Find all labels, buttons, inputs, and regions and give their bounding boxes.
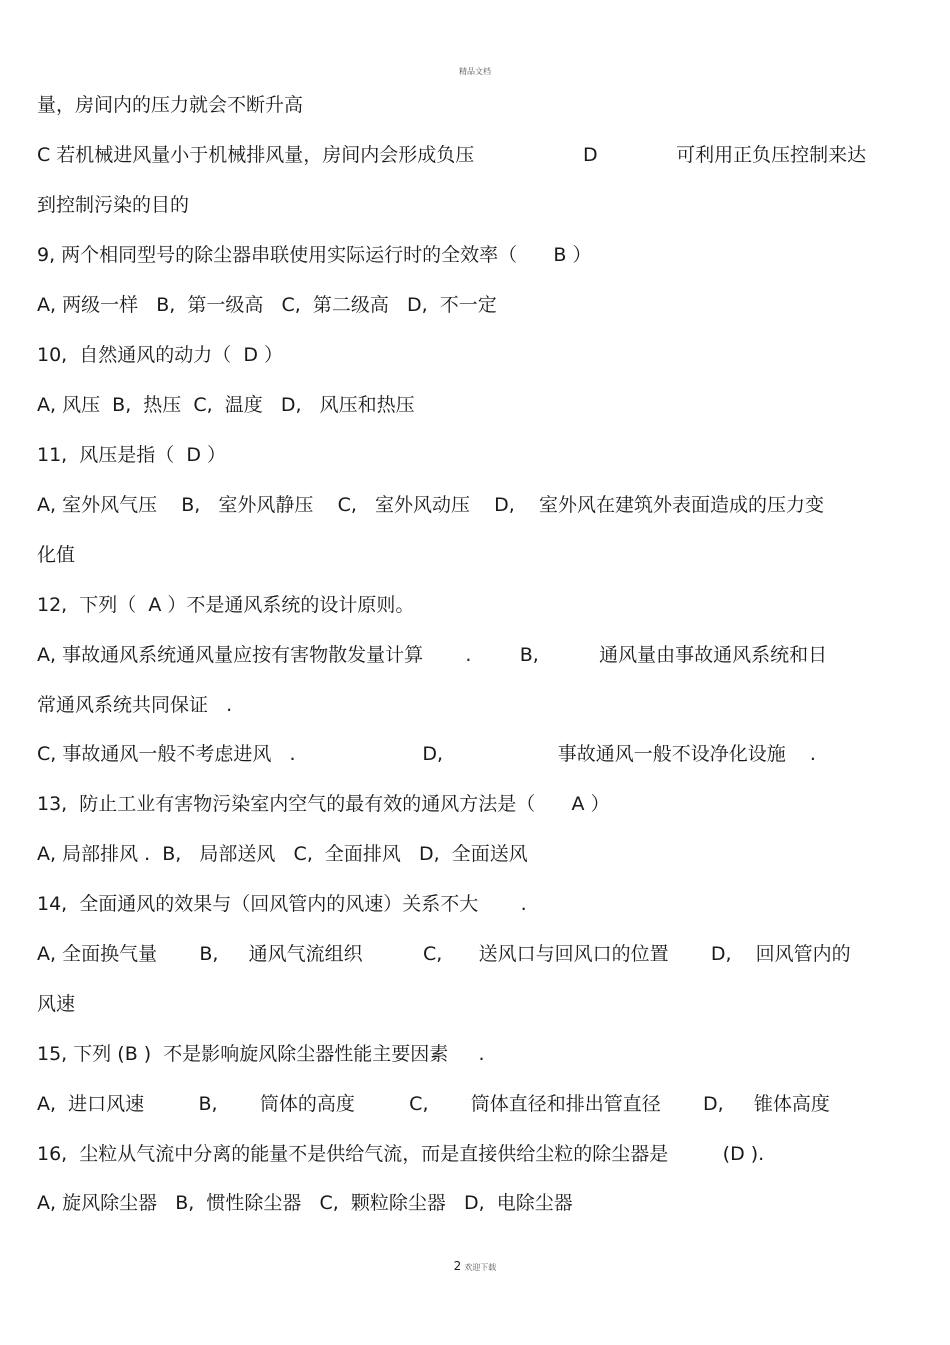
text-line: 14, 全面通风的效果与（回风管内的风速）关系不大 . (37, 893, 527, 915)
text-line: 15, 下列 (B ) 不是影响旋风除尘器性能主要因素 . (37, 1043, 485, 1065)
text-line: 16, 尘粒从气流中分离的能量不是供给气流，而是直接供给尘粒的除尘器是 (D ). (37, 1143, 765, 1165)
text-line: A, 旋风除尘器 B, 惯性除尘器 C, 颗粒除尘器 D, 电除尘器 (37, 1192, 573, 1214)
text-line: A, 室外风气压 B, 室外风静压 C, 室外风动压 D, 室外风在建筑外表面造成的压力变 (37, 494, 824, 516)
page-footer (0, 1259, 950, 1273)
text-line: C, 事故通风一般不考虑进风 . D, 事故通风一般不设净化设施 . (37, 743, 816, 765)
text-line: 13, 防止工业有害物污染室内空气的最有效的通风方法是（ A ） (37, 793, 610, 815)
footer-text: 欢迎下载 (464, 1263, 497, 1272)
text-line: A, 进口风速 B, 筒体的高度 C, 筒体直径和排出管直径 D, 锥体高度 (37, 1093, 830, 1115)
text-line: 9, 两个相同型号的除尘器串联使用实际运行时的全效率（ B ） (37, 244, 592, 266)
text-line: 风速 (37, 993, 76, 1015)
text-line: C 若机械进风量小于机械排风量，房间内会形成负压 D 可利用正负压控制来达 (37, 144, 867, 166)
text-line: 常通风系统共同保证 . (37, 694, 233, 716)
page-header: 精品文档 (459, 67, 491, 76)
text-line: 量，房间内的压力就会不断升高 (37, 94, 304, 116)
text-line: 12, 下列（ A ）不是通风系统的设计原则。 (37, 594, 415, 616)
text-line: A, 事故通风系统通风量应按有害物散发量计算 . B, 通风量由事故通风系统和日 (37, 644, 828, 666)
text-line: A, 两级一样 B, 第一级高 C, 第二级高 D, 不一定 (37, 294, 497, 316)
text-line: 10, 自然通风的动力（ D ） (37, 344, 284, 366)
text-line: 11, 风压是指（ D ） (37, 444, 227, 466)
text-line: A, 局部排风 . B, 局部送风 C, 全面排风 D, 全面送风 (37, 843, 528, 865)
text-line: A, 全面换气量 B, 通风气流组织 C, 送风口与回风口的位置 D, 回风管内的 (37, 943, 851, 965)
text-line: 化值 (37, 544, 76, 566)
text-line: A, 风压 B, 热压 C, 温度 D, 风压和热压 (37, 394, 415, 416)
page-number: 2 (453, 1259, 462, 1273)
text-line: 到控制污染的目的 (37, 194, 190, 216)
